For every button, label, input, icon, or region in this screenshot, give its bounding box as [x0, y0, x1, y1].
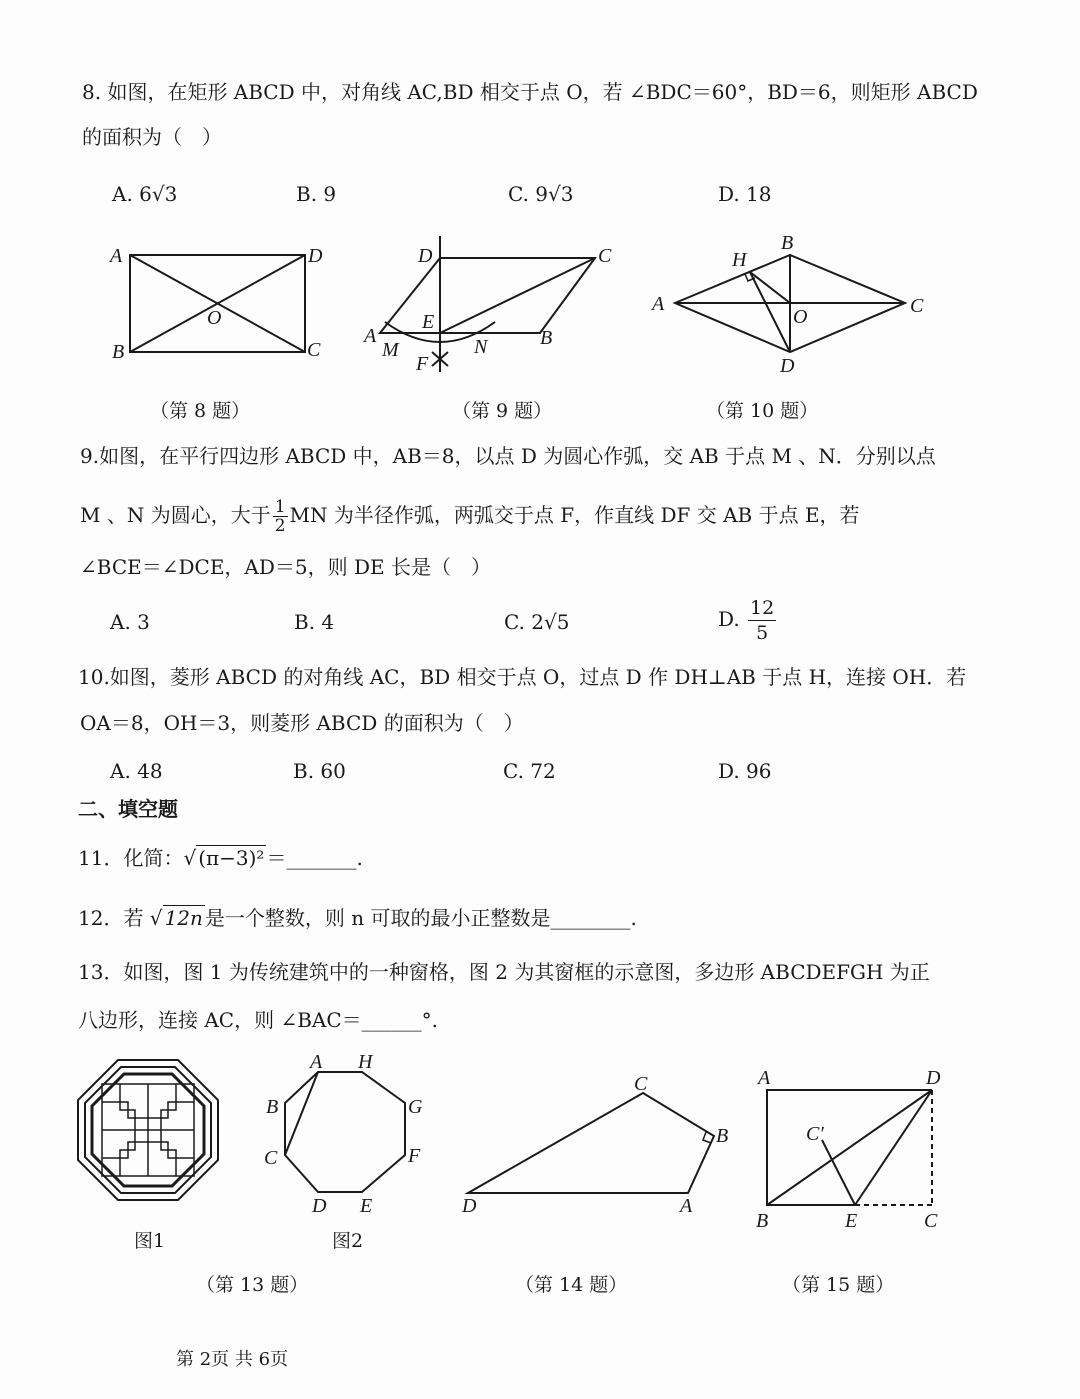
label: A [680, 1195, 693, 1217]
section-heading: 二、填空题 [78, 797, 178, 821]
label: M [382, 339, 399, 361]
figure-8-caption: （第 8 题） [150, 400, 251, 422]
label: H [732, 249, 747, 271]
label: C [598, 245, 612, 267]
label: E [845, 1210, 858, 1232]
denominator: 5 [756, 622, 769, 644]
q12-pre: 12．若 √ [78, 906, 163, 930]
label: C [307, 339, 321, 361]
label: C′ [806, 1123, 824, 1145]
label: D [418, 245, 433, 267]
label: A [652, 293, 665, 315]
q9-option-d [718, 596, 778, 645]
q9-line2-post: MN 为半径作弧，两弧交于点 F，作直线 DF 交 AB 于点 E，若 [289, 503, 860, 527]
q8-option-b: B. 9 [296, 182, 337, 206]
figure-13-window-lattice [78, 1060, 218, 1200]
label: B [781, 232, 794, 254]
label: G [408, 1096, 423, 1118]
q11-pre: 11．化简：√ [78, 846, 197, 870]
label: O [207, 307, 222, 329]
figure-10-caption: （第 10 题） [706, 400, 819, 422]
q11-blank: ＝_______. [266, 846, 363, 870]
denominator: 2 [274, 516, 286, 536]
figure-13-octagon [264, 1051, 423, 1217]
numerator: 12 [750, 597, 775, 619]
q8-option-c: C. 9√3 [508, 182, 574, 206]
fraction [273, 498, 288, 535]
figure-15-folded-rectangle [756, 1067, 941, 1232]
label: B [756, 1210, 769, 1232]
label: D [462, 1195, 477, 1217]
label: C [264, 1147, 278, 1169]
q13-line1: 13．如图，图 1 为传统建筑中的一种窗格，图 2 为其窗框的示意图，多边形 ABCDEFGH 为正 [78, 960, 930, 984]
label: D [308, 245, 323, 267]
q9-line2-pre: M 、N 为圆心，大于 [80, 503, 271, 527]
label: A [364, 325, 377, 347]
label: B [266, 1096, 279, 1118]
numerator: 1 [274, 497, 286, 517]
q9-option-c: C. 2√5 [504, 610, 570, 634]
figure-15-caption: （第 15 题） [782, 1274, 895, 1296]
radicand: 12n [164, 906, 203, 930]
label: H [358, 1051, 373, 1073]
label: B [716, 1125, 729, 1147]
q9-line1: 9.如图，在平行四边形 ABCD 中，AB＝8，以点 D 为圆心作弧，交 AB 于点 M 、N．分别以点 [80, 444, 936, 468]
figure-8-rectangle [108, 245, 323, 363]
label: F [408, 1145, 421, 1167]
q10-line1: 10.如图，菱形 ABCD 的对角线 AC，BD 相交于点 O，过点 D 作 DH⊥AB 于点 H，连接 OH．若 [78, 665, 967, 689]
label: E [422, 311, 435, 333]
figure-1-label: 图1 [134, 1230, 166, 1252]
q10-option-b: B. 60 [293, 759, 346, 783]
q8-option-d: D. 18 [718, 182, 772, 206]
q8-line2: 的面积为（ ） [82, 125, 222, 149]
fraction [748, 596, 776, 645]
radicand: (π−3)² [198, 846, 265, 870]
q11 [78, 844, 363, 872]
label: D [312, 1195, 327, 1217]
figure-13-caption: （第 13 题） [196, 1274, 309, 1296]
label: A [310, 1051, 323, 1073]
q12-blank: 是一个整数，则 n 可取的最小正整数是________. [204, 906, 637, 930]
page-footer: 第 2页 共 6页 [176, 1349, 289, 1370]
label: O [793, 306, 808, 328]
label: D [780, 355, 795, 377]
label: E [360, 1195, 373, 1217]
option-label: D. [718, 607, 740, 631]
q9-line2 [80, 498, 860, 535]
label: C [924, 1210, 938, 1232]
q9-option-b: B. 4 [294, 610, 335, 634]
label: B [112, 341, 125, 363]
q9-option-a: A. 3 [110, 610, 150, 634]
figure-14-quadrilateral [461, 1073, 728, 1217]
q10-option-c: C. 72 [503, 759, 556, 783]
q10-option-a: A. 48 [110, 759, 163, 783]
figure-2-label: 图2 [332, 1230, 364, 1252]
figure-14-caption: （第 14 题） [515, 1274, 628, 1296]
q8-line1: 8. 如图，在矩形 ABCD 中，对角线 AC,BD 相交于点 O，若 ∠BDC＝60°，BD＝6，则矩形 ABCD [82, 80, 978, 104]
label: C [634, 1073, 648, 1095]
figure-10-rhombus [650, 232, 924, 377]
label: D [926, 1067, 941, 1089]
q12 [78, 904, 637, 932]
label: A [758, 1067, 771, 1089]
label: B [540, 327, 553, 349]
figure-9-parallelogram [362, 236, 612, 375]
q10-line2: OA＝8，OH＝3，则菱形 ABCD 的面积为（ ） [80, 711, 524, 735]
q10-option-d: D. 96 [718, 759, 772, 783]
label: N [474, 336, 488, 358]
q9-line3: ∠BCE＝∠DCE，AD＝5，则 DE 长是（ ） [80, 555, 491, 579]
label: F [416, 353, 429, 375]
label: C [910, 295, 924, 317]
figure-9-caption: （第 9 题） [452, 400, 553, 422]
label: A [110, 245, 123, 267]
q8-option-a: A. 6√3 [112, 182, 178, 206]
q13-line2: 八边形，连接 AC，则 ∠BAC＝______°. [78, 1008, 439, 1032]
